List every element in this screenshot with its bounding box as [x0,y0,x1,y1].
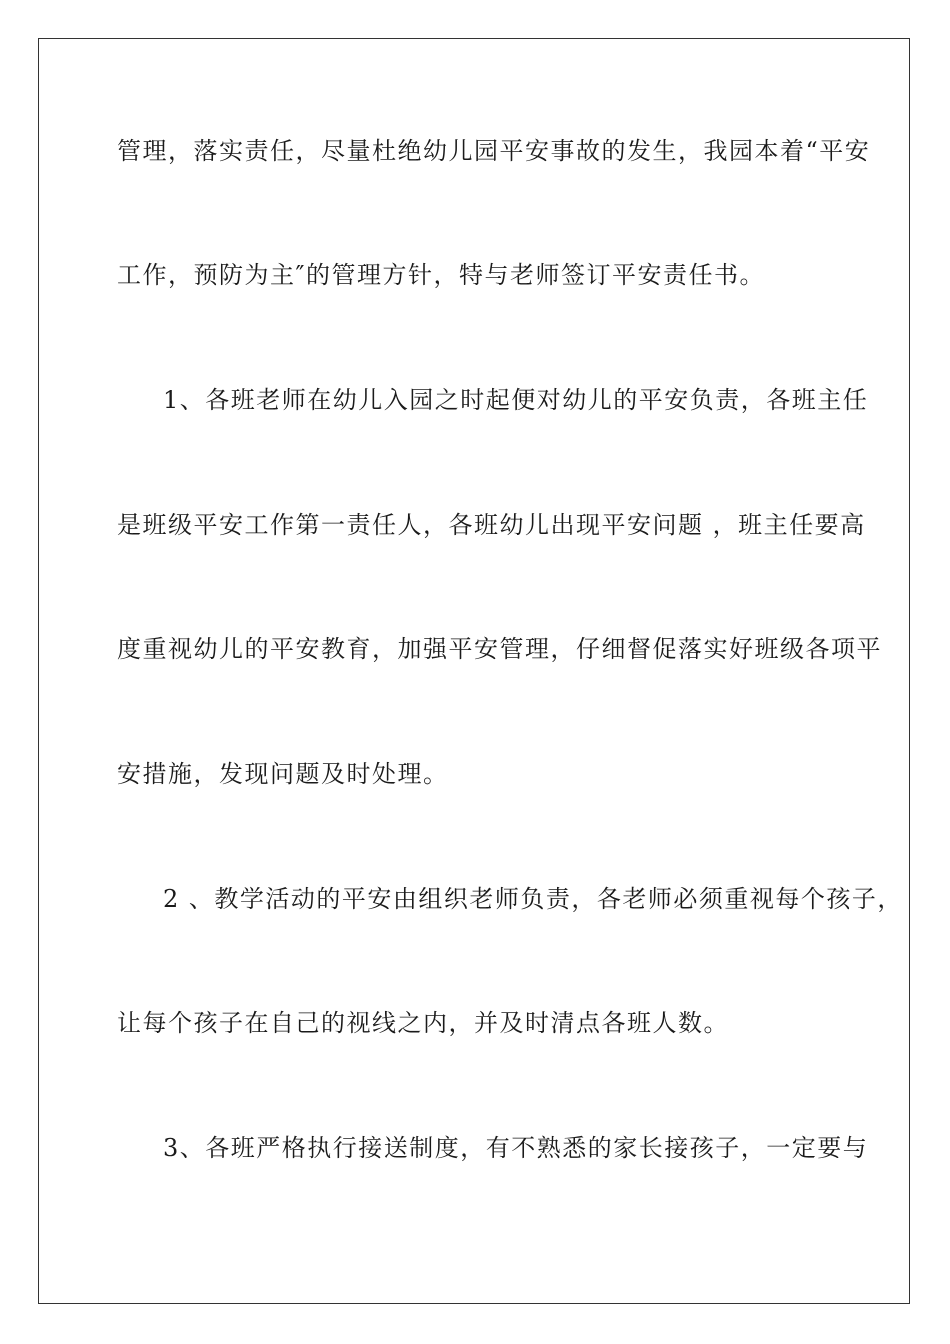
paragraph-2-start: 2 、教学活动的平安由组织老师负责，各老师必须重视每个孩子， [163,885,903,913]
text-line: 度重视幼儿的平安教育，加强平安管理，仔细督促落实好班级各项平 [117,635,882,663]
text-line: 是班级平安工作第一责任人，各班幼儿出现平安问题 ，班主任要高 [117,511,866,539]
text-line: 让每个孩子在自己的视线之内，并及时清点各班人数。 [117,1009,729,1037]
paragraph-3-start: 3、各班严格执行接送制度，有不熟悉的家长接孩子，一定要与 [163,1134,869,1162]
text-line: 工作，预防为主″的管理方针，特与老师签订平安责任书。 [117,261,765,289]
text-line: 管理，落实责任，尽量杜绝幼儿园平安事故的发生，我园本着“平安 [117,137,871,165]
text-line: 安措施，发现问题及时处理。 [117,760,449,788]
page-border [38,38,910,1304]
paragraph-1-start: 1、各班老师在幼儿入园之时起便对幼儿的平安负责，各班主任 [163,386,869,414]
